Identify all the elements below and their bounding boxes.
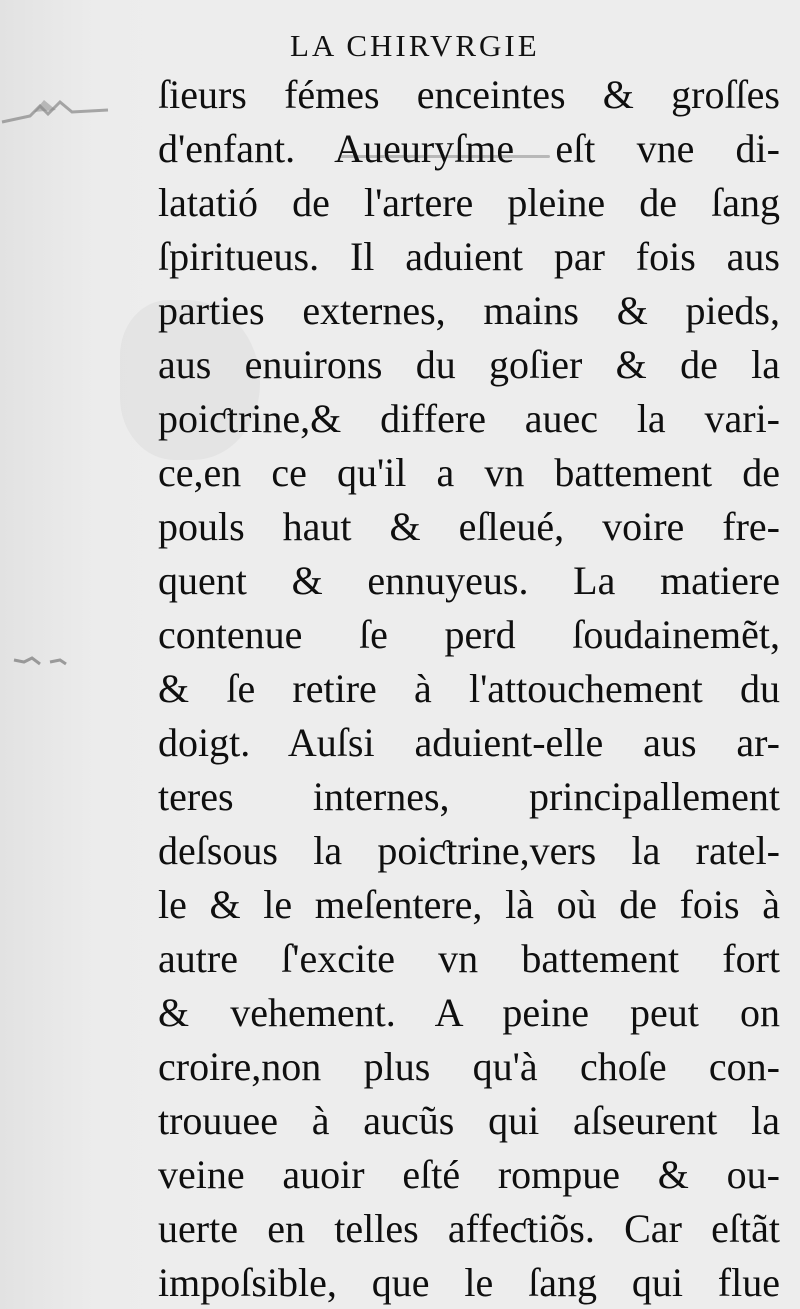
text-line: latatió de l'artere pleine de ſang	[158, 180, 780, 225]
text-line: quent & ennuyeus. La matiere	[158, 558, 780, 603]
text-line: autre ſ'excite vn battement fort	[158, 936, 780, 981]
text-line: croire,non plus qu'à choſe con-	[158, 1044, 780, 1089]
text-line: trouuee à aucũs qui aſseurent la	[158, 1098, 780, 1143]
margin-ink-mark	[10, 650, 70, 670]
text-line: d'enfant. Aueuryſme eſt vne di-	[158, 126, 780, 171]
body-text	[158, 70, 780, 1309]
text-line: parties externes, mains & pieds,	[158, 288, 780, 333]
text-line: ſieurs fémes enceintes & groſſes	[158, 72, 780, 117]
text-line: contenue ſe perd ſoudainemẽt,	[158, 612, 780, 657]
text-line: doigt. Auſsi aduient-elle aus ar-	[158, 720, 780, 765]
margin-ink-smudge	[0, 92, 110, 128]
text-line: le & le meſentere, là où de fois à	[158, 882, 780, 927]
text-line: veine auoir eſté rompue & ou-	[158, 1152, 780, 1197]
text-line: aus enuirons du goſier & de la	[158, 342, 780, 387]
text-line: poiƈtrine,& differe auec la vari-	[158, 396, 780, 441]
running-head: LA CHIRVRGIE	[290, 28, 540, 63]
text-line: deſsous la poiƈtrine,vers la ratel-	[158, 828, 780, 873]
text-line: teres internes, principallement	[158, 774, 780, 819]
text-line: impoſsible, que le ſang qui flue	[158, 1260, 780, 1305]
text-line: pouls haut & eſleué, voire fre-	[158, 504, 780, 549]
text-line: ſpiritueus. Il aduient par fois aus	[158, 234, 780, 279]
text-line: & ſe retire à l'attouchement du	[158, 666, 780, 711]
text-line: uerte en telles affeƈtiõs. Car eſtãt	[158, 1206, 780, 1251]
text-line: & vehement. A peine peut on	[158, 990, 780, 1035]
text-line: ce,en ce qu'il a vn battement de	[158, 450, 780, 495]
